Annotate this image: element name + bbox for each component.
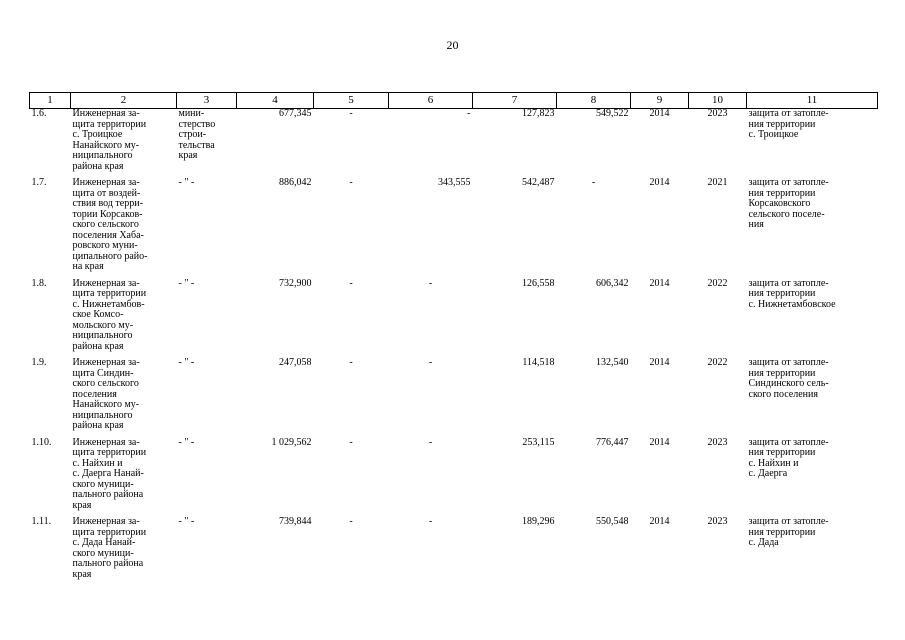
- value-col7: 127,823: [522, 108, 555, 119]
- value-col7: 189,296: [522, 516, 555, 527]
- total-value: 732,900: [279, 277, 312, 289]
- total-value: 1 029,562: [271, 436, 312, 448]
- expected-result: защита от затопле- ния территории с. Нижнетамбовское: [748, 277, 836, 310]
- table-row: [30, 517, 878, 586]
- item-number: 1.10.: [31, 436, 52, 448]
- column-header: 8: [557, 93, 631, 109]
- page-number: 20: [446, 38, 459, 52]
- value-col6: -: [428, 436, 433, 448]
- value-col8: -: [591, 177, 596, 188]
- total-value: 739,844: [279, 516, 312, 527]
- value-col5: -: [349, 108, 353, 119]
- end-year: 2023: [707, 516, 728, 527]
- value-col7: 542,487: [522, 177, 555, 188]
- expected-result: защита от затопле- ния территории с. Троицкое: [748, 108, 829, 140]
- end-year: 2023: [707, 436, 728, 448]
- responsible-body: - " -: [178, 436, 195, 448]
- total-value: 886,042: [279, 177, 312, 188]
- item-number: 1.8.: [31, 277, 47, 289]
- value-col7: 126,558: [522, 277, 555, 289]
- value-col5: -: [349, 177, 353, 188]
- table-row: [30, 178, 878, 279]
- end-year: 2021: [707, 177, 728, 188]
- responsible-body: мини- стерство строи- тельства края: [178, 108, 216, 161]
- column-header: 11: [747, 93, 878, 109]
- value-col8: 132,540: [596, 357, 629, 368]
- start-year: 2014: [649, 108, 670, 119]
- value-col5: -: [349, 357, 353, 368]
- column-header: 6: [389, 93, 473, 109]
- item-name: Инженерная за- щита от воздей- ствия вод терри- тории Корсаков- ского сельского поселения Хаба- ровского муни- ципального райо- на края: [72, 177, 148, 272]
- table-row: [30, 109, 878, 179]
- program-table: [29, 92, 878, 586]
- table-row: [30, 279, 878, 359]
- expected-result: защита от затопле- ния территории Синдинского сель- ского поселения: [748, 357, 829, 400]
- expected-result: защита от затопле- ния территории с. Найхин и с. Даерга: [748, 436, 829, 479]
- value-col7: 114,518: [522, 357, 555, 368]
- table-row: [30, 358, 878, 438]
- value-col6: 343,555: [438, 177, 471, 188]
- column-header: 5: [314, 93, 389, 109]
- item-name: Инженерная за- щита территории с. Нижнетамбов- ское Комсо- мольского му- ниципального района края: [72, 277, 147, 352]
- responsible-body: - " -: [178, 516, 195, 527]
- responsible-body: - " -: [178, 277, 195, 289]
- value-col5: -: [349, 277, 353, 289]
- value-col5: -: [349, 436, 353, 448]
- responsible-body: - " -: [178, 357, 195, 368]
- start-year: 2014: [649, 277, 670, 289]
- item-name: Инженерная за- щита Синдин- ского сельского поселения Нанайского му- ниципального района края: [72, 357, 140, 431]
- value-col8: 606,342: [596, 277, 629, 289]
- header-row: [30, 93, 878, 109]
- column-header: 10: [689, 93, 747, 109]
- item-number: 1.7.: [31, 177, 47, 188]
- value-col8: 549,522: [596, 108, 629, 119]
- value-col8: 550,548: [596, 516, 629, 527]
- value-col6: -: [428, 357, 433, 368]
- item-name: Инженерная за- щита территории с. Дада Нанай- ского муници- пального района края: [72, 516, 147, 580]
- start-year: 2014: [649, 177, 670, 188]
- total-value: 247,058: [279, 357, 312, 368]
- column-header: 1: [30, 93, 71, 109]
- responsible-body: - " -: [178, 177, 195, 188]
- column-header: 2: [71, 93, 177, 109]
- total-value: 677,345: [279, 108, 312, 119]
- value-col5: -: [349, 516, 353, 527]
- expected-result: защита от затопле- ния территории Корсаковского сельского поселе- ния: [748, 177, 829, 230]
- start-year: 2014: [649, 357, 670, 368]
- end-year: 2023: [707, 108, 728, 119]
- item-name: Инженерная за- щита территории с. Троицкое Нанайского му- ниципального района края: [72, 108, 147, 172]
- column-header: 4: [237, 93, 314, 109]
- item-number: 1.11.: [31, 516, 52, 527]
- item-number: 1.9.: [31, 357, 47, 368]
- start-year: 2014: [649, 516, 670, 527]
- column-header: 9: [631, 93, 689, 109]
- column-header: 3: [177, 93, 237, 109]
- start-year: 2014: [649, 436, 670, 448]
- table-row: [30, 438, 878, 518]
- column-header: 7: [473, 93, 557, 109]
- value-col6: -: [428, 516, 433, 527]
- value-col6: -: [467, 108, 471, 119]
- value-col7: 253,115: [522, 436, 555, 448]
- value-col6: -: [428, 277, 433, 289]
- item-number: 1.6.: [31, 108, 47, 119]
- value-col8: 776,447: [596, 436, 629, 448]
- end-year: 2022: [707, 277, 728, 289]
- end-year: 2022: [707, 357, 728, 368]
- item-name: Инженерная за- щита территории с. Найхин и с. Даерга Нанай- ского муници- пального района края: [72, 436, 147, 511]
- expected-result: защита от затопле- ния территории с. Дада: [748, 516, 829, 548]
